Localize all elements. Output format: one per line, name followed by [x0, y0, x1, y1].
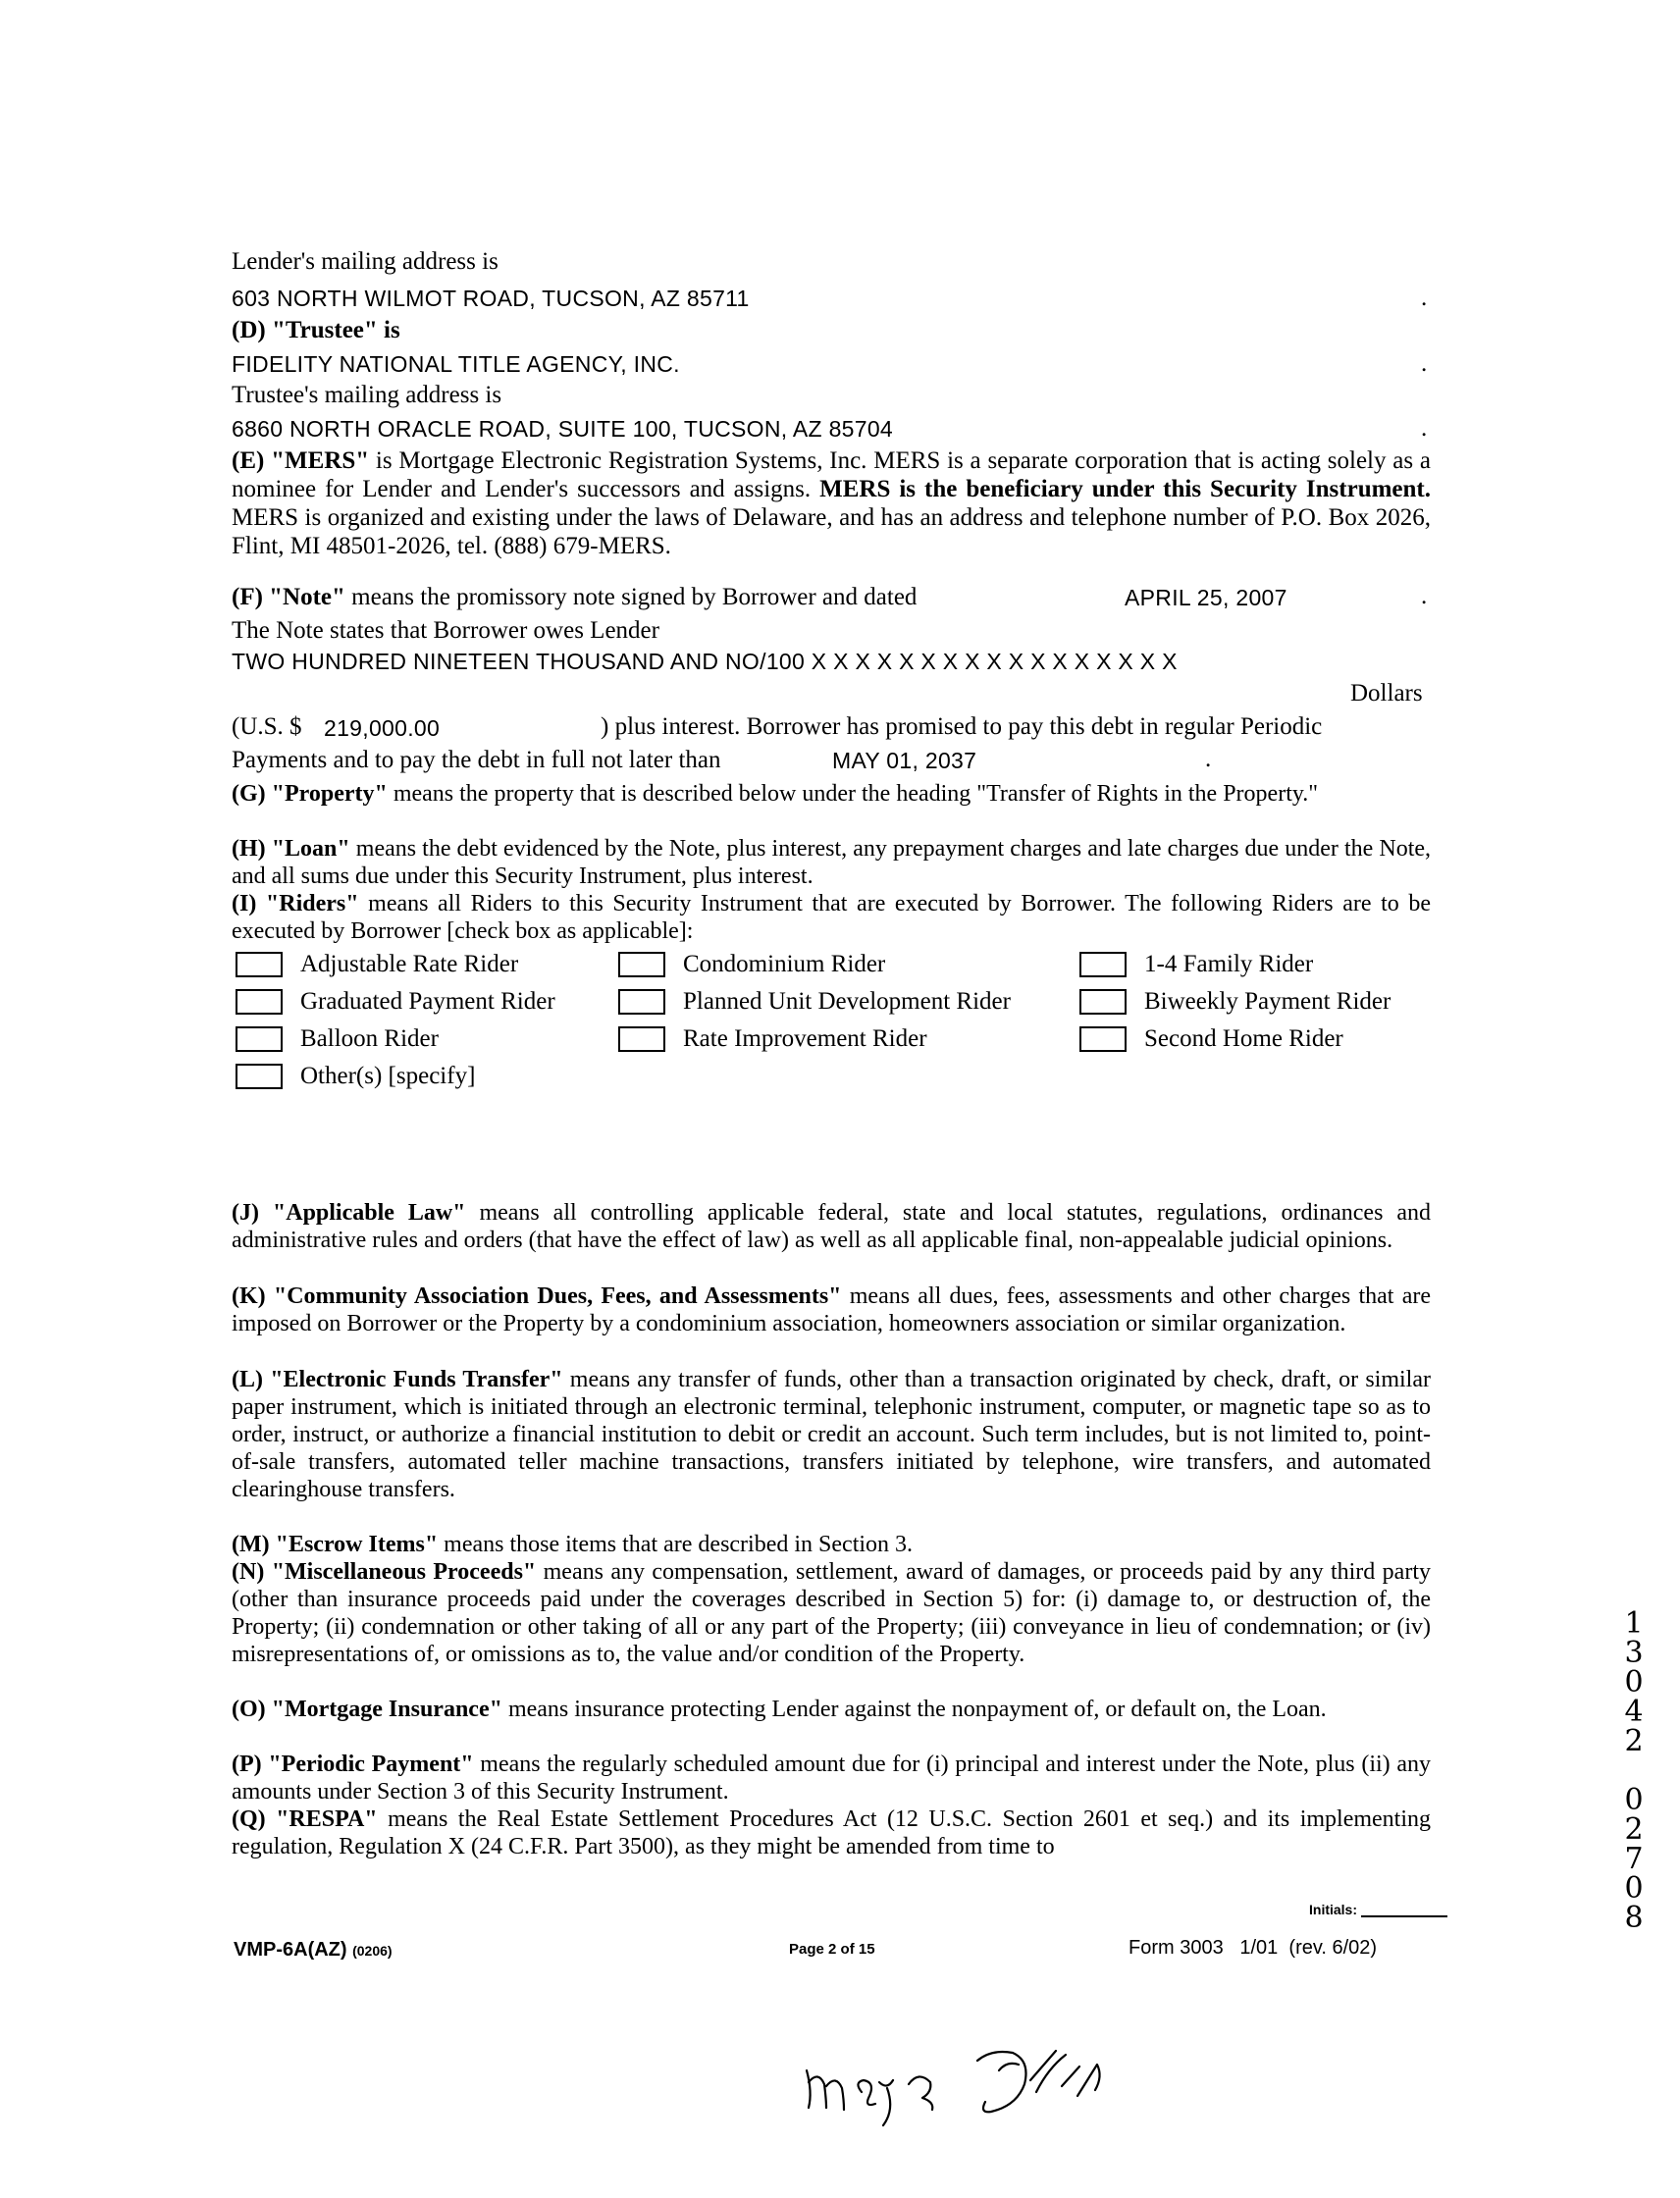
recording-number-char: 0 — [1624, 1665, 1644, 1700]
recording-number-char: 3 — [1624, 1636, 1644, 1670]
recording-number-char: 2 — [1624, 1812, 1644, 1847]
rider-checkbox[interactable] — [1079, 1026, 1127, 1052]
rider-balloon[interactable] — [236, 1024, 439, 1054]
loan-amount-words: TWO HUNDRED NINETEEN THOUSAND AND NO/100 X X X X X X X X X X X X X X X X X — [232, 649, 1178, 674]
rider-checkbox[interactable] — [236, 1064, 283, 1089]
property-definition — [232, 780, 1431, 808]
rider-rate-improvement[interactable] — [618, 1024, 927, 1054]
recording-number-char — [1617, 1756, 1651, 1786]
recording-number-char: 8 — [1624, 1901, 1644, 1935]
applicable-law-text: means all controlling applicable federal, state and local statutes, regulations, ordinances and administrative rules and orders (that have the effect of law) as well as all applicable final, non-appealable judicial opinions. — [232, 1200, 1431, 1253]
misc-proceeds-definition — [232, 1558, 1431, 1668]
initials-label-text: Initials: — [1309, 1902, 1358, 1917]
misc-proceeds-text: means any compensation, settlement, award of damages, or proceeds paid by any third party (other than insurance proceeds paid under the coverages described in Section 5) for: (i) damage to, or destruction of, the Property; (ii) condemnation or other taking of all or any part of the Property; (iii) conveyance in lieu of condemnation; or (iv) misrepresentations of, or omissions as to, the value and/or condition of the Property. — [232, 1559, 1431, 1667]
loan-definition — [232, 835, 1431, 890]
escrow-items-definition — [232, 1531, 1431, 1558]
rider-label: Rate Improvement Rider — [683, 1025, 927, 1052]
respa-definition — [232, 1806, 1431, 1860]
mers-definition — [232, 446, 1431, 560]
lender-address-label: Lender's mailing address is — [232, 248, 499, 275]
escrow-items-text: means those items that are described in Section 3. — [438, 1532, 914, 1557]
periodic-payment-definition — [232, 1751, 1431, 1806]
rider-1-4-family[interactable] — [1079, 950, 1313, 979]
rider-checkbox[interactable] — [618, 952, 665, 977]
rider-checkbox[interactable] — [236, 1026, 283, 1052]
mortgage-insurance-definition — [232, 1696, 1431, 1723]
eft-definition — [232, 1366, 1431, 1503]
riders-text: means all Riders to this Security Instrument that are executed by Borrower. The following Riders are to be executed by Borrower [check box as applicable]: — [232, 891, 1431, 944]
recording-number — [1617, 1606, 1651, 1935]
initials-blank — [1361, 1915, 1447, 1917]
form-code-text: VMP-6A(AZ) — [234, 1939, 347, 1961]
rider-second-home[interactable] — [1079, 1024, 1343, 1054]
rider-checkbox[interactable] — [1079, 989, 1127, 1015]
recording-number-char: 7 — [1624, 1842, 1644, 1876]
trustee-name: FIDELITY NATIONAL TITLE AGENCY, INC. — [232, 351, 680, 377]
mortgage-insurance-term: (O) "Mortgage Insurance" — [232, 1697, 502, 1722]
mers-term: (E) "MERS" — [232, 447, 370, 474]
riders-definition — [232, 890, 1431, 945]
community-association-definition — [232, 1282, 1431, 1337]
property-term: (G) "Property" — [232, 781, 388, 807]
rider-label: Condominium Rider — [683, 951, 886, 977]
community-association-term: (K) "Community Association Dues, Fees, and Assessments" — [232, 1283, 842, 1309]
community-association-text: means all dues, fees, assessments and other charges that are imposed on Borrower or the Property by a condominium association, homeowners association or similar organization. — [232, 1283, 1431, 1336]
periodic-payment-text: means the regularly scheduled amount due for (i) principal and interest under the Note, plus (ii) any amounts under Section 3 of this Security Instrument. — [232, 1752, 1431, 1805]
mortgage-insurance-text: means insurance protecting Lender against the nonpayment of, or default on, the Loan. — [501, 1697, 1327, 1722]
applicable-law-definition — [232, 1199, 1431, 1254]
recording-number-char: 4 — [1624, 1695, 1644, 1729]
loan-amount: 219,000.00 — [324, 715, 441, 741]
rider-planned-unit-development[interactable] — [618, 987, 1011, 1017]
rider-other[interactable] — [236, 1062, 475, 1091]
rider-label: Adjustable Rate Rider — [300, 951, 519, 977]
eft-text: means any transfer of funds, other than a transaction originated by check, draft, or similar paper instrument, which is initiated through an electronic terminal, telephonic instrument, computer, or magnetic tape so as to order, instruct, or authorize a financial institution to debit or credit an account. Such term includes, but is not limited to, point-of-sale transfers, automated teller machine transactions, transfers initiated by telephone, wire transfers, and automated clearinghouse transfers. — [232, 1367, 1431, 1502]
note-text: means the promissory note signed by Borrower and dated — [344, 584, 918, 610]
recording-number-char: 0 — [1624, 1871, 1644, 1906]
mers-text: is Mortgage Electronic Registration Systems, Inc. MERS is a separate corporation that is acting solely as a nominee for Lender and Lender's successors and assigns. — [232, 447, 1431, 502]
rider-biweekly-payment[interactable] — [1079, 987, 1391, 1017]
dollars-label: Dollars — [1350, 680, 1423, 706]
maturity-date: MAY 01, 2037 — [832, 748, 977, 773]
payments-text: Payments and to pay the debt in full not later than — [232, 747, 721, 773]
rider-checkbox[interactable] — [618, 1026, 665, 1052]
note-date: APRIL 25, 2007 — [1125, 585, 1287, 610]
recording-number-char: 1 — [1624, 1606, 1644, 1641]
eft-term: (L) "Electronic Funds Transfer" — [232, 1367, 563, 1392]
us-prefix: (U.S. $ — [232, 713, 302, 740]
rider-checkbox[interactable] — [618, 989, 665, 1015]
rider-label: 1-4 Family Rider — [1144, 951, 1314, 977]
trustee-address: 6860 NORTH ORACLE ROAD, SUITE 100, TUCSON, AZ 85704 — [232, 416, 894, 442]
escrow-items-term: (M) "Escrow Items" — [232, 1532, 439, 1557]
period-mark: . — [1205, 746, 1212, 772]
form-number: Form 3003 1/01 (rev. 6/02) — [1129, 1937, 1378, 1959]
note-owes: The Note states that Borrower owes Lender — [232, 617, 659, 644]
rider-label: Planned Unit Development Rider — [683, 988, 1011, 1015]
rider-label: Other(s) [specify] — [300, 1063, 476, 1089]
period-mark: . — [1421, 350, 1428, 377]
rider-checkbox[interactable] — [1079, 952, 1127, 977]
misc-proceeds-term: (N) "Miscellaneous Proceeds" — [232, 1559, 537, 1585]
riders-term: (I) "Riders" — [232, 891, 359, 916]
page-number: Page 2 of 15 — [789, 1941, 875, 1958]
rider-adjustable-rate[interactable] — [236, 950, 518, 979]
rider-label: Balloon Rider — [300, 1025, 439, 1052]
rider-checkbox[interactable] — [236, 952, 283, 977]
rider-label: Graduated Payment Rider — [300, 988, 555, 1015]
respa-term: (Q) "RESPA" — [232, 1806, 378, 1832]
trustee-address-label: Trustee's mailing address is — [232, 382, 502, 408]
periodic-payment-term: (P) "Periodic Payment" — [232, 1752, 474, 1777]
loan-text: means the debt evidenced by the Note, plus interest, any prepayment charges and late charges due under the Note, and all sums due under this Security Instrument, plus interest. — [232, 836, 1432, 889]
plus-interest-text: ) plus interest. Borrower has promised to pay this debt in regular Periodic — [601, 713, 1323, 740]
mers-bold-text: MERS is the beneficiary under this Security Instrument. — [819, 476, 1431, 502]
rider-checkbox[interactable] — [236, 989, 283, 1015]
loan-term: (H) "Loan" — [232, 836, 350, 862]
rider-condominium[interactable] — [618, 950, 885, 979]
rider-label: Second Home Rider — [1144, 1025, 1343, 1052]
lender-address: 603 NORTH WILMOT ROAD, TUCSON, AZ 85711 — [232, 286, 750, 311]
recording-number-char: 2 — [1624, 1724, 1644, 1758]
period-mark: . — [1421, 285, 1428, 311]
form-code-rev: (0206) — [352, 1943, 393, 1959]
initials-label — [1309, 1902, 1447, 1917]
rider-label: Biweekly Payment Rider — [1144, 988, 1391, 1015]
note-term: (F) "Note" — [232, 584, 345, 610]
recording-number-text — [1617, 1606, 1651, 1935]
period-mark: . — [1421, 415, 1428, 442]
form-code — [234, 1939, 393, 1962]
mers-text-2: MERS is organized and existing under the laws of Delaware, and has an address and telephone number of P.O. Box 2026, Flint, MI 48501-2026, tel. (888) 679-MERS. — [232, 504, 1431, 559]
trustee-heading: (D) "Trustee" is — [232, 317, 400, 343]
respa-text: means the Real Estate Settlement Procedures Act (12 U.S.C. Section 2601 et seq.) and its implementing regulation, Regulation X (24 C.F.R. Part 3500), as they might be amended from time to — [232, 1806, 1432, 1859]
period-mark: . — [1421, 583, 1428, 609]
handwritten-initials-signature — [785, 2031, 1197, 2139]
recording-number-char: 0 — [1624, 1783, 1644, 1817]
property-text: means the property that is described below under the heading "Transfer of Rights in the Property." — [387, 781, 1319, 807]
rider-graduated-payment[interactable] — [236, 987, 555, 1017]
applicable-law-term: (J) "Applicable Law" — [232, 1200, 466, 1226]
